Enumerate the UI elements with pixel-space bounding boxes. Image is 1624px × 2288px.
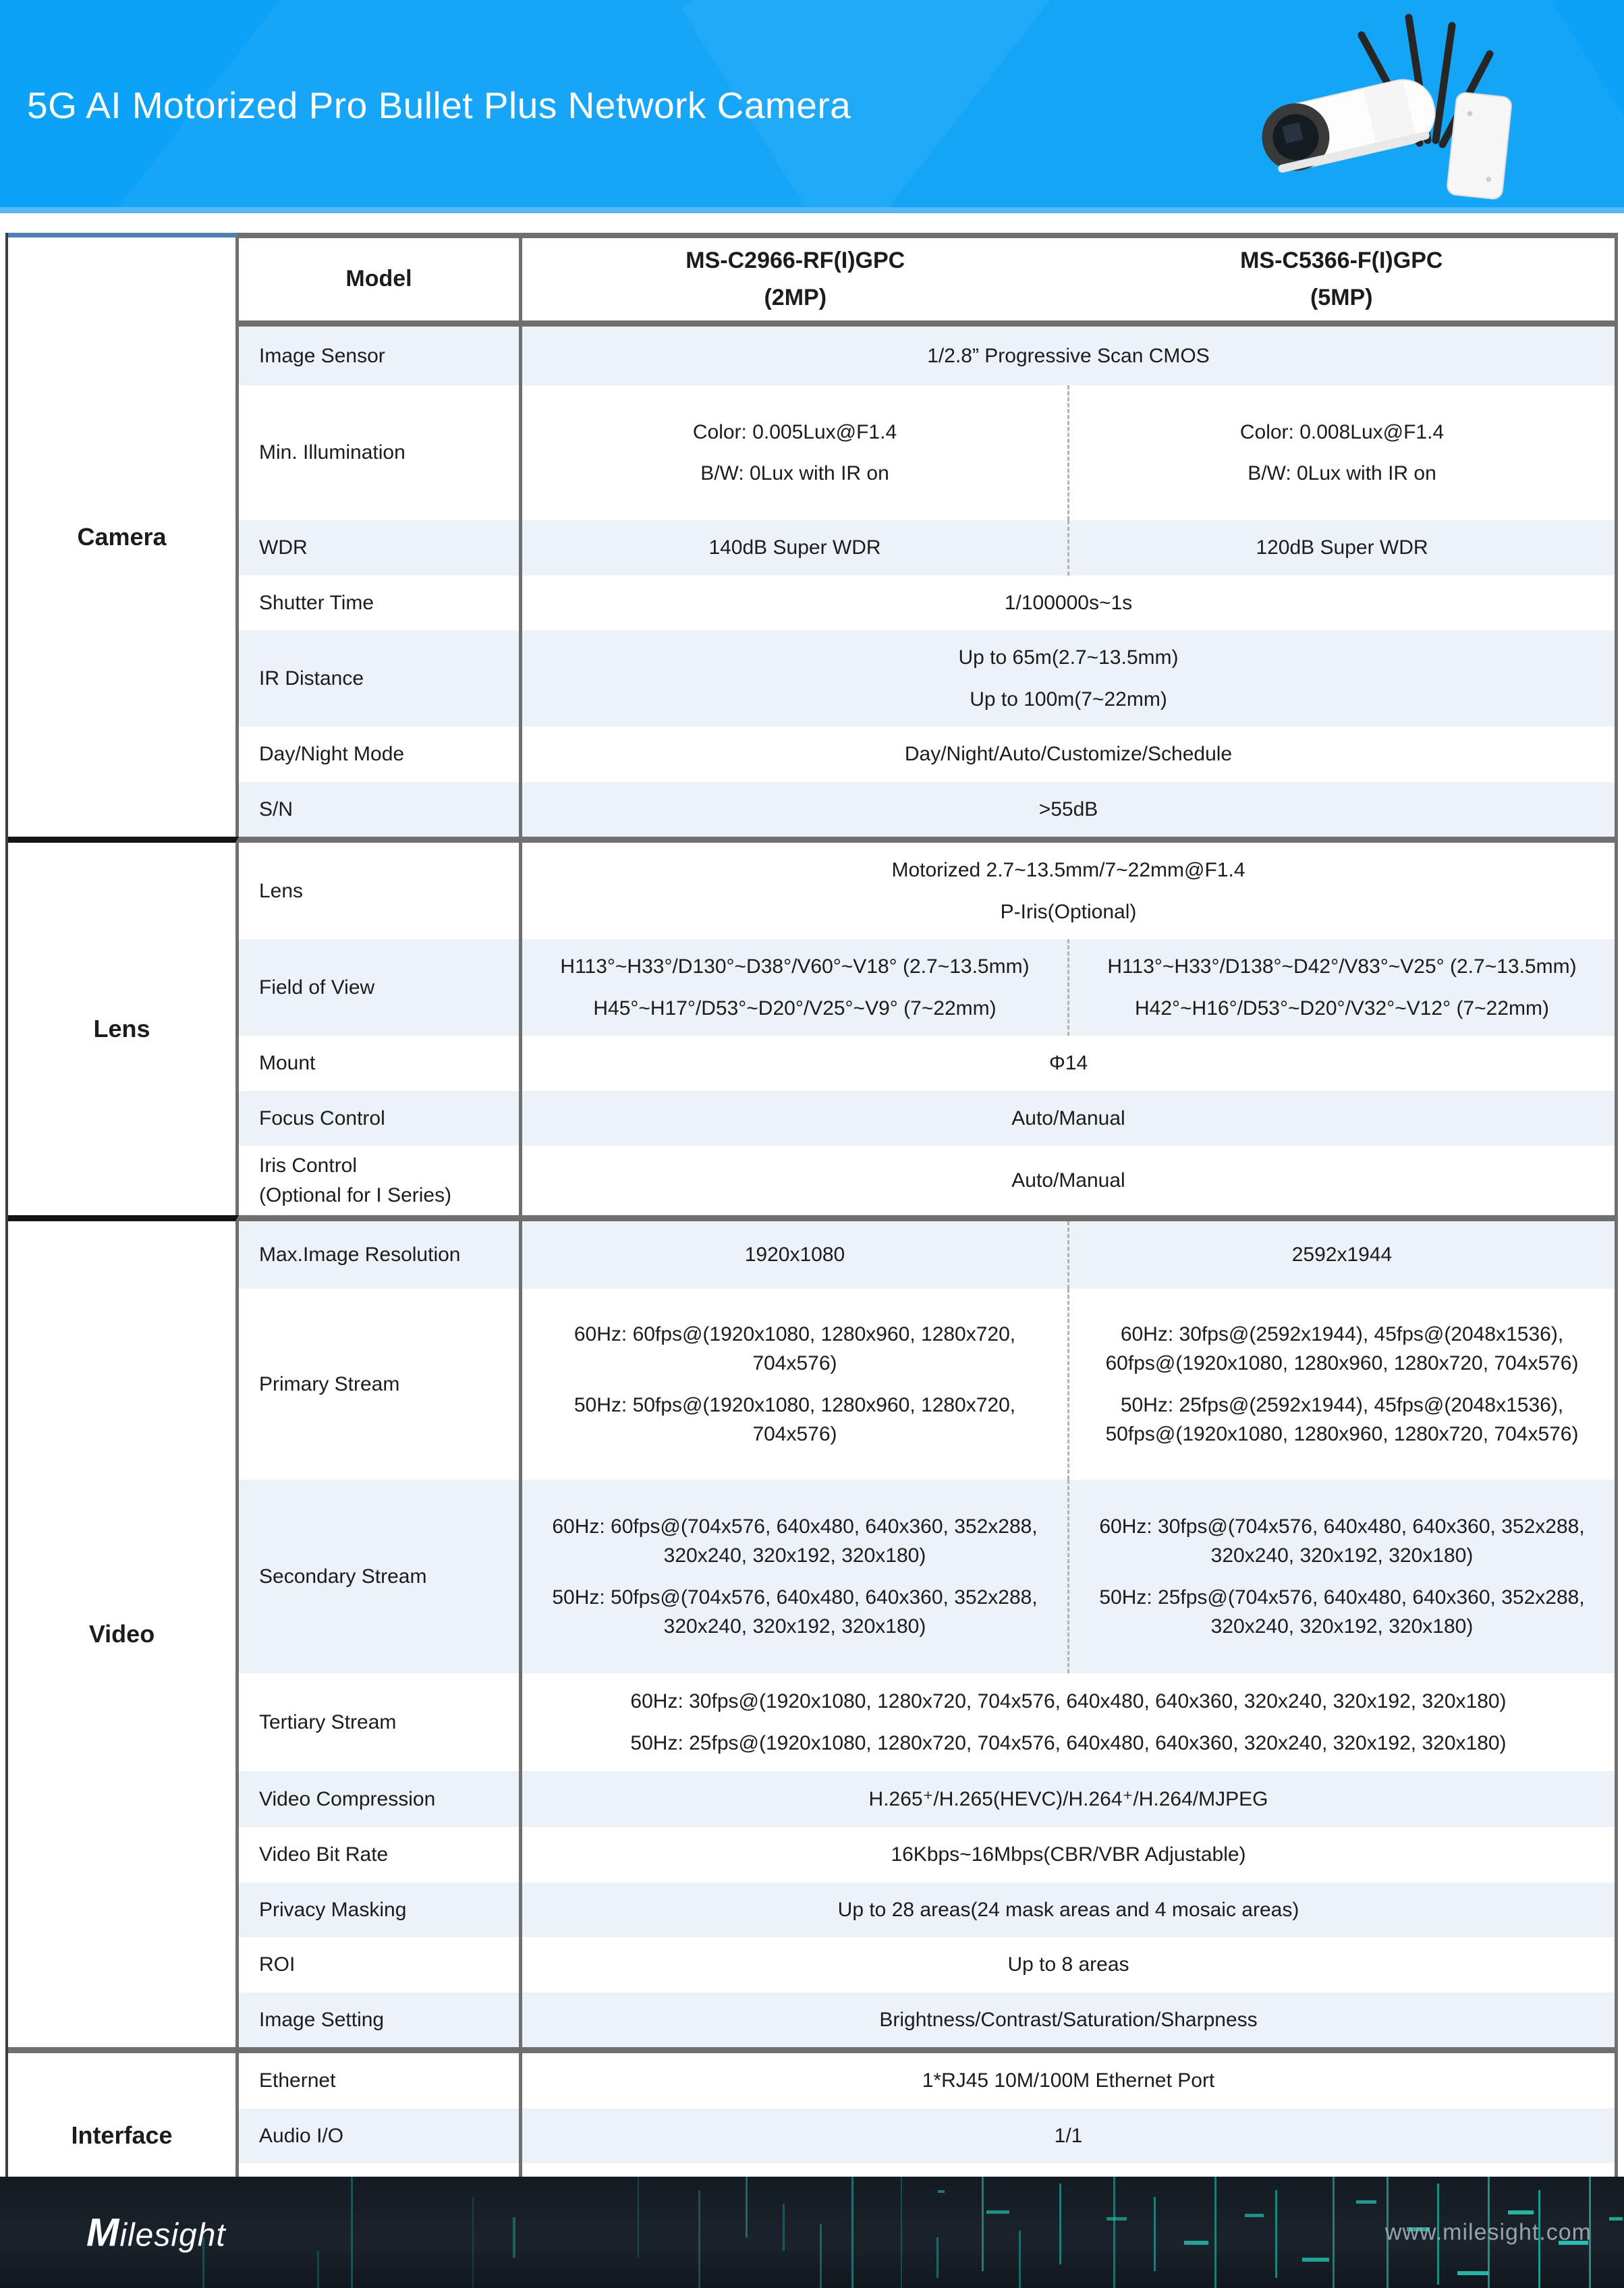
camera-body — [1255, 72, 1441, 177]
spec-label-line: Mount — [259, 1052, 316, 1074]
spec-values — [522, 727, 1615, 782]
spec-values — [522, 1771, 1615, 1827]
spec-value — [1069, 939, 1615, 1036]
footer-website: www.milesight.com — [1384, 2219, 1592, 2245]
spec-value — [522, 1937, 1615, 1992]
bullet-camera-product-image — [1229, 8, 1519, 205]
spec-value — [522, 727, 1615, 782]
spec-values — [522, 782, 1615, 837]
model-header-label: Model — [239, 238, 522, 320]
section-rows — [239, 1215, 1615, 2047]
spec-label — [239, 630, 522, 727]
spec-label-line: Tertiary Stream — [259, 1710, 397, 1733]
spec-row — [239, 1221, 1615, 1289]
spec-label-line: Image Sensor — [259, 344, 385, 367]
spec-value — [522, 1289, 1069, 1480]
category-cell: Camera — [8, 233, 239, 837]
spec-label-line: Max.Image Resolution — [259, 1244, 461, 1266]
spec-values — [522, 1289, 1615, 1480]
spec-row — [239, 1036, 1615, 1091]
spec-value-line: Up to 28 areas(24 mask areas and 4 mosaic areas) — [837, 1898, 1299, 1921]
spec-value — [522, 630, 1615, 727]
spec-value-line: 140dB Super WDR — [708, 536, 881, 559]
spec-row — [239, 1289, 1615, 1480]
category-cell: Video — [8, 1215, 239, 2047]
spec-value-line: Φ14 — [1048, 1052, 1088, 1074]
spec-label — [239, 520, 522, 576]
spec-values — [522, 1091, 1615, 1146]
spec-row — [239, 782, 1615, 837]
spec-value — [522, 1146, 1615, 1215]
spec-values — [522, 1882, 1615, 1938]
spec-value — [522, 327, 1615, 385]
spec-label-line: Primary Stream — [259, 1372, 400, 1395]
spec-value — [522, 1771, 1615, 1827]
footer-bar — [0, 2177, 1624, 2288]
spec-label — [239, 385, 522, 520]
spec-value — [522, 1992, 1615, 2048]
spec-value — [522, 843, 1615, 939]
spec-row — [239, 1480, 1615, 1673]
spec-section-lens — [8, 837, 1615, 1215]
spec-label-line: Video Compression — [259, 1787, 436, 1810]
spec-values — [522, 1480, 1615, 1673]
spec-value-line: 50Hz: 25fps@(2592x1944), 45fps@(2048x1536), 50fps@(1920x1080, 1280x960, 1280x720, 704x576) — [1105, 1393, 1579, 1445]
spec-label-line: Image Setting — [259, 2008, 385, 2031]
spec-value-line: 60Hz: 60fps@(1920x1080, 1280x960, 1280x720, 704x576) — [573, 1322, 1016, 1374]
spec-row — [239, 1992, 1615, 2048]
spec-values — [522, 2053, 1615, 2109]
spec-label — [239, 1221, 522, 1289]
spec-value-line: 16Kbps~16Mbps(CBR/VBR Adjustable) — [891, 1843, 1246, 1866]
spec-value — [522, 1221, 1069, 1289]
model-header-cell — [522, 238, 1069, 320]
spec-row — [239, 327, 1615, 385]
spec-value-line: (5MP) — [1310, 285, 1373, 310]
spec-value — [1069, 1221, 1615, 1289]
spec-value-line: (2MP) — [764, 285, 827, 310]
spec-value-line: >55dB — [1038, 798, 1098, 820]
spec-value — [522, 1827, 1615, 1882]
spec-value-line: 50Hz: 50fps@(1920x1080, 1280x960, 1280x720, 704x576) — [573, 1393, 1016, 1445]
spec-row — [239, 939, 1615, 1036]
spec-value — [522, 1882, 1615, 1938]
spec-values — [522, 576, 1615, 631]
spec-label — [239, 1937, 522, 1992]
spec-label-line: Audio I/O — [259, 2124, 344, 2147]
milesight-logo: Milesight — [86, 2210, 226, 2254]
spec-row — [239, 1673, 1615, 1771]
spec-value-line: 120dB Super WDR — [1256, 536, 1428, 559]
spec-label — [239, 782, 522, 837]
spec-value-line: 1/100000s~1s — [1004, 591, 1133, 614]
spec-label — [239, 1091, 522, 1146]
camera-mount-plate — [1447, 92, 1512, 200]
spec-value-line: H113°~H33°/D130°~D38°/V60°~V18° (2.7~13.5mm) — [560, 955, 1030, 978]
spec-table — [5, 233, 1618, 2225]
spec-label — [239, 1036, 522, 1091]
spec-value-line: H113°~H33°/D138°~D42°/V83°~V25° (2.7~13.5mm) — [1107, 955, 1577, 978]
model-header-row — [239, 233, 1615, 327]
spec-value-line: H42°~H16°/D53°~D20°/V32°~V12° (7~22mm) — [1135, 997, 1549, 1020]
spec-value — [1069, 520, 1615, 576]
spec-row — [239, 1771, 1615, 1827]
spec-value — [522, 385, 1069, 520]
category-cell: Lens — [8, 837, 239, 1215]
spec-row — [239, 576, 1615, 631]
spec-label — [239, 2053, 522, 2109]
spec-values — [522, 520, 1615, 576]
spec-values — [522, 939, 1615, 1036]
spec-value-line: Day/Night/Auto/Customize/Schedule — [904, 743, 1233, 765]
spec-values — [522, 1221, 1615, 1289]
spec-label-line: Min. Illumination — [259, 441, 405, 464]
spec-label-line: (Optional for I Series) — [259, 1183, 452, 1206]
spec-values — [522, 385, 1615, 520]
spec-value — [1069, 1289, 1615, 1480]
spec-label-line: Day/Night Mode — [259, 743, 405, 765]
spec-value-line: Up to 65m(2.7~13.5mm) — [958, 646, 1179, 669]
category-cell: Interface — [8, 2047, 239, 2219]
spec-values — [522, 1036, 1615, 1091]
spec-values — [522, 2109, 1615, 2164]
spec-label-line: IR Distance — [259, 667, 364, 690]
spec-value-line: 60Hz: 60fps@(704x576, 640x480, 640x360, 352x288, 320x240, 320x192, 320x180) — [552, 1515, 1038, 1567]
spec-value-line: Motorized 2.7~13.5mm/7~22mm@F1.4 — [891, 859, 1245, 881]
spec-value — [1069, 1480, 1615, 1673]
spec-label-line: Ethernet — [259, 2069, 336, 2092]
spec-label — [239, 1882, 522, 1938]
spec-value-line: P-Iris(Optional) — [1000, 900, 1137, 923]
spec-value-line: Auto/Manual — [1011, 1107, 1125, 1129]
spec-value — [522, 520, 1069, 576]
spec-label-line: ROI — [259, 1953, 296, 1976]
spec-value-line: 1/2.8” Progressive Scan CMOS — [927, 344, 1210, 367]
spec-value-line: 1/1 — [1054, 2124, 1083, 2147]
spec-value-line: 50Hz: 25fps@(1920x1080, 1280x720, 704x576, 640x480, 640x360, 320x240, 320x192, 320x180) — [630, 1731, 1507, 1754]
spec-value-line: H45°~H17°/D53°~D20°/V25°~V9° (7~22mm) — [593, 997, 997, 1020]
spec-label — [239, 843, 522, 939]
spec-row — [239, 727, 1615, 782]
header-banner — [0, 0, 1624, 213]
spec-label — [239, 1992, 522, 2048]
spec-values — [522, 1673, 1615, 1771]
spec-label-line: Lens — [259, 879, 304, 902]
spec-value-line: 50Hz: 25fps@(704x576, 640x480, 640x360, 352x288, 320x240, 320x192, 320x180) — [1099, 1586, 1585, 1638]
spec-row — [239, 520, 1615, 576]
spec-label — [239, 1480, 522, 1673]
spec-label-line: Secondary Stream — [259, 1565, 427, 1588]
spec-row — [239, 1827, 1615, 1882]
spec-row — [239, 1146, 1615, 1215]
spec-label — [239, 1771, 522, 1827]
spec-value — [522, 939, 1069, 1036]
spec-value — [522, 1036, 1615, 1091]
spec-row — [239, 630, 1615, 727]
spec-row — [239, 1091, 1615, 1146]
page-title: 5G AI Motorized Pro Bullet Plus Network Camera — [27, 84, 851, 126]
spec-value-line: MS-C5366-F(I)GPC — [1240, 248, 1443, 273]
spec-values — [522, 1992, 1615, 2048]
spec-label-line: S/N — [259, 798, 293, 820]
spec-values — [522, 327, 1615, 385]
spec-label — [239, 327, 522, 385]
spec-value-line: 1920x1080 — [744, 1244, 845, 1266]
spec-value-line: 1*RJ45 10M/100M Ethernet Port — [922, 2069, 1215, 2092]
spec-value — [522, 1480, 1069, 1673]
spec-value — [1069, 385, 1615, 520]
spec-values — [522, 1937, 1615, 1992]
spec-value — [522, 1673, 1615, 1771]
spec-value — [522, 2109, 1615, 2164]
spec-value-line: MS-C2966-RF(I)GPC — [685, 248, 905, 273]
spec-label-line: Shutter Time — [259, 591, 374, 614]
spec-row — [239, 843, 1615, 939]
spec-values — [522, 843, 1615, 939]
spec-value-line: Brightness/Contrast/Saturation/Sharpness — [879, 2008, 1258, 2031]
spec-label — [239, 2109, 522, 2164]
spec-row — [239, 1882, 1615, 1938]
spec-value-line: Up to 100m(7~22mm) — [970, 688, 1167, 710]
spec-value — [522, 2053, 1615, 2109]
spec-value — [522, 782, 1615, 837]
spec-label — [239, 1673, 522, 1771]
banner-bottom-strip — [0, 207, 1624, 213]
spec-section-video — [8, 1215, 1615, 2047]
spec-label-line: Privacy Masking — [259, 1898, 407, 1921]
spec-label-line: Focus Control — [259, 1107, 385, 1129]
spec-value-line: 2592x1944 — [1291, 1244, 1393, 1266]
spec-label-line: Video Bit Rate — [259, 1843, 389, 1866]
spec-value-line: 50Hz: 50fps@(704x576, 640x480, 640x360, 352x288, 320x240, 320x192, 320x180) — [552, 1586, 1038, 1638]
spec-value-line: 60Hz: 30fps@(704x576, 640x480, 640x360, 352x288, 320x240, 320x192, 320x180) — [1099, 1515, 1585, 1567]
section-rows — [239, 837, 1615, 1215]
spec-value-line: B/W: 0Lux with IR on — [1248, 462, 1436, 484]
spec-value — [522, 576, 1615, 631]
spec-value-line: 60Hz: 30fps@(2592x1944), 45fps@(2048x1536), 60fps@(1920x1080, 1280x960, 1280x720, 704x576) — [1105, 1322, 1579, 1374]
model-header-cell — [1069, 238, 1615, 320]
spec-value-line: Auto/Manual — [1011, 1169, 1125, 1192]
spec-value-line: Up to 8 areas — [1007, 1953, 1129, 1976]
spec-value-line: B/W: 0Lux with IR on — [700, 462, 889, 484]
spec-label — [239, 1146, 522, 1215]
spec-row — [239, 2053, 1615, 2109]
spec-value-line: Color: 0.008Lux@F1.4 — [1239, 420, 1445, 443]
section-rows — [239, 233, 1615, 837]
spec-values — [522, 1827, 1615, 1882]
spec-label-line: Field of View — [259, 976, 375, 999]
spec-values — [522, 630, 1615, 727]
spec-values — [522, 1146, 1615, 1215]
spec-section-camera — [8, 233, 1615, 837]
spec-row — [239, 385, 1615, 520]
spec-label — [239, 939, 522, 1036]
spec-row — [239, 1937, 1615, 1992]
spec-row — [239, 2109, 1615, 2164]
spec-value-line: Color: 0.005Lux@F1.4 — [692, 420, 897, 443]
spec-label — [239, 1289, 522, 1480]
spec-value-line: 60Hz: 30fps@(1920x1080, 1280x720, 704x576, 640x480, 640x360, 320x240, 320x192, 320x180) — [630, 1690, 1507, 1712]
spec-label — [239, 1827, 522, 1882]
spec-label-line: WDR — [259, 536, 308, 559]
spec-label-line: Iris Control — [259, 1154, 358, 1177]
circuit-decoration — [0, 2177, 1624, 2288]
spec-value — [522, 1091, 1615, 1146]
spec-label — [239, 576, 522, 631]
spec-value-line: H.265⁺/H.265(HEVC)/H.264⁺/H.264/MJPEG — [868, 1787, 1268, 1810]
spec-label — [239, 727, 522, 782]
